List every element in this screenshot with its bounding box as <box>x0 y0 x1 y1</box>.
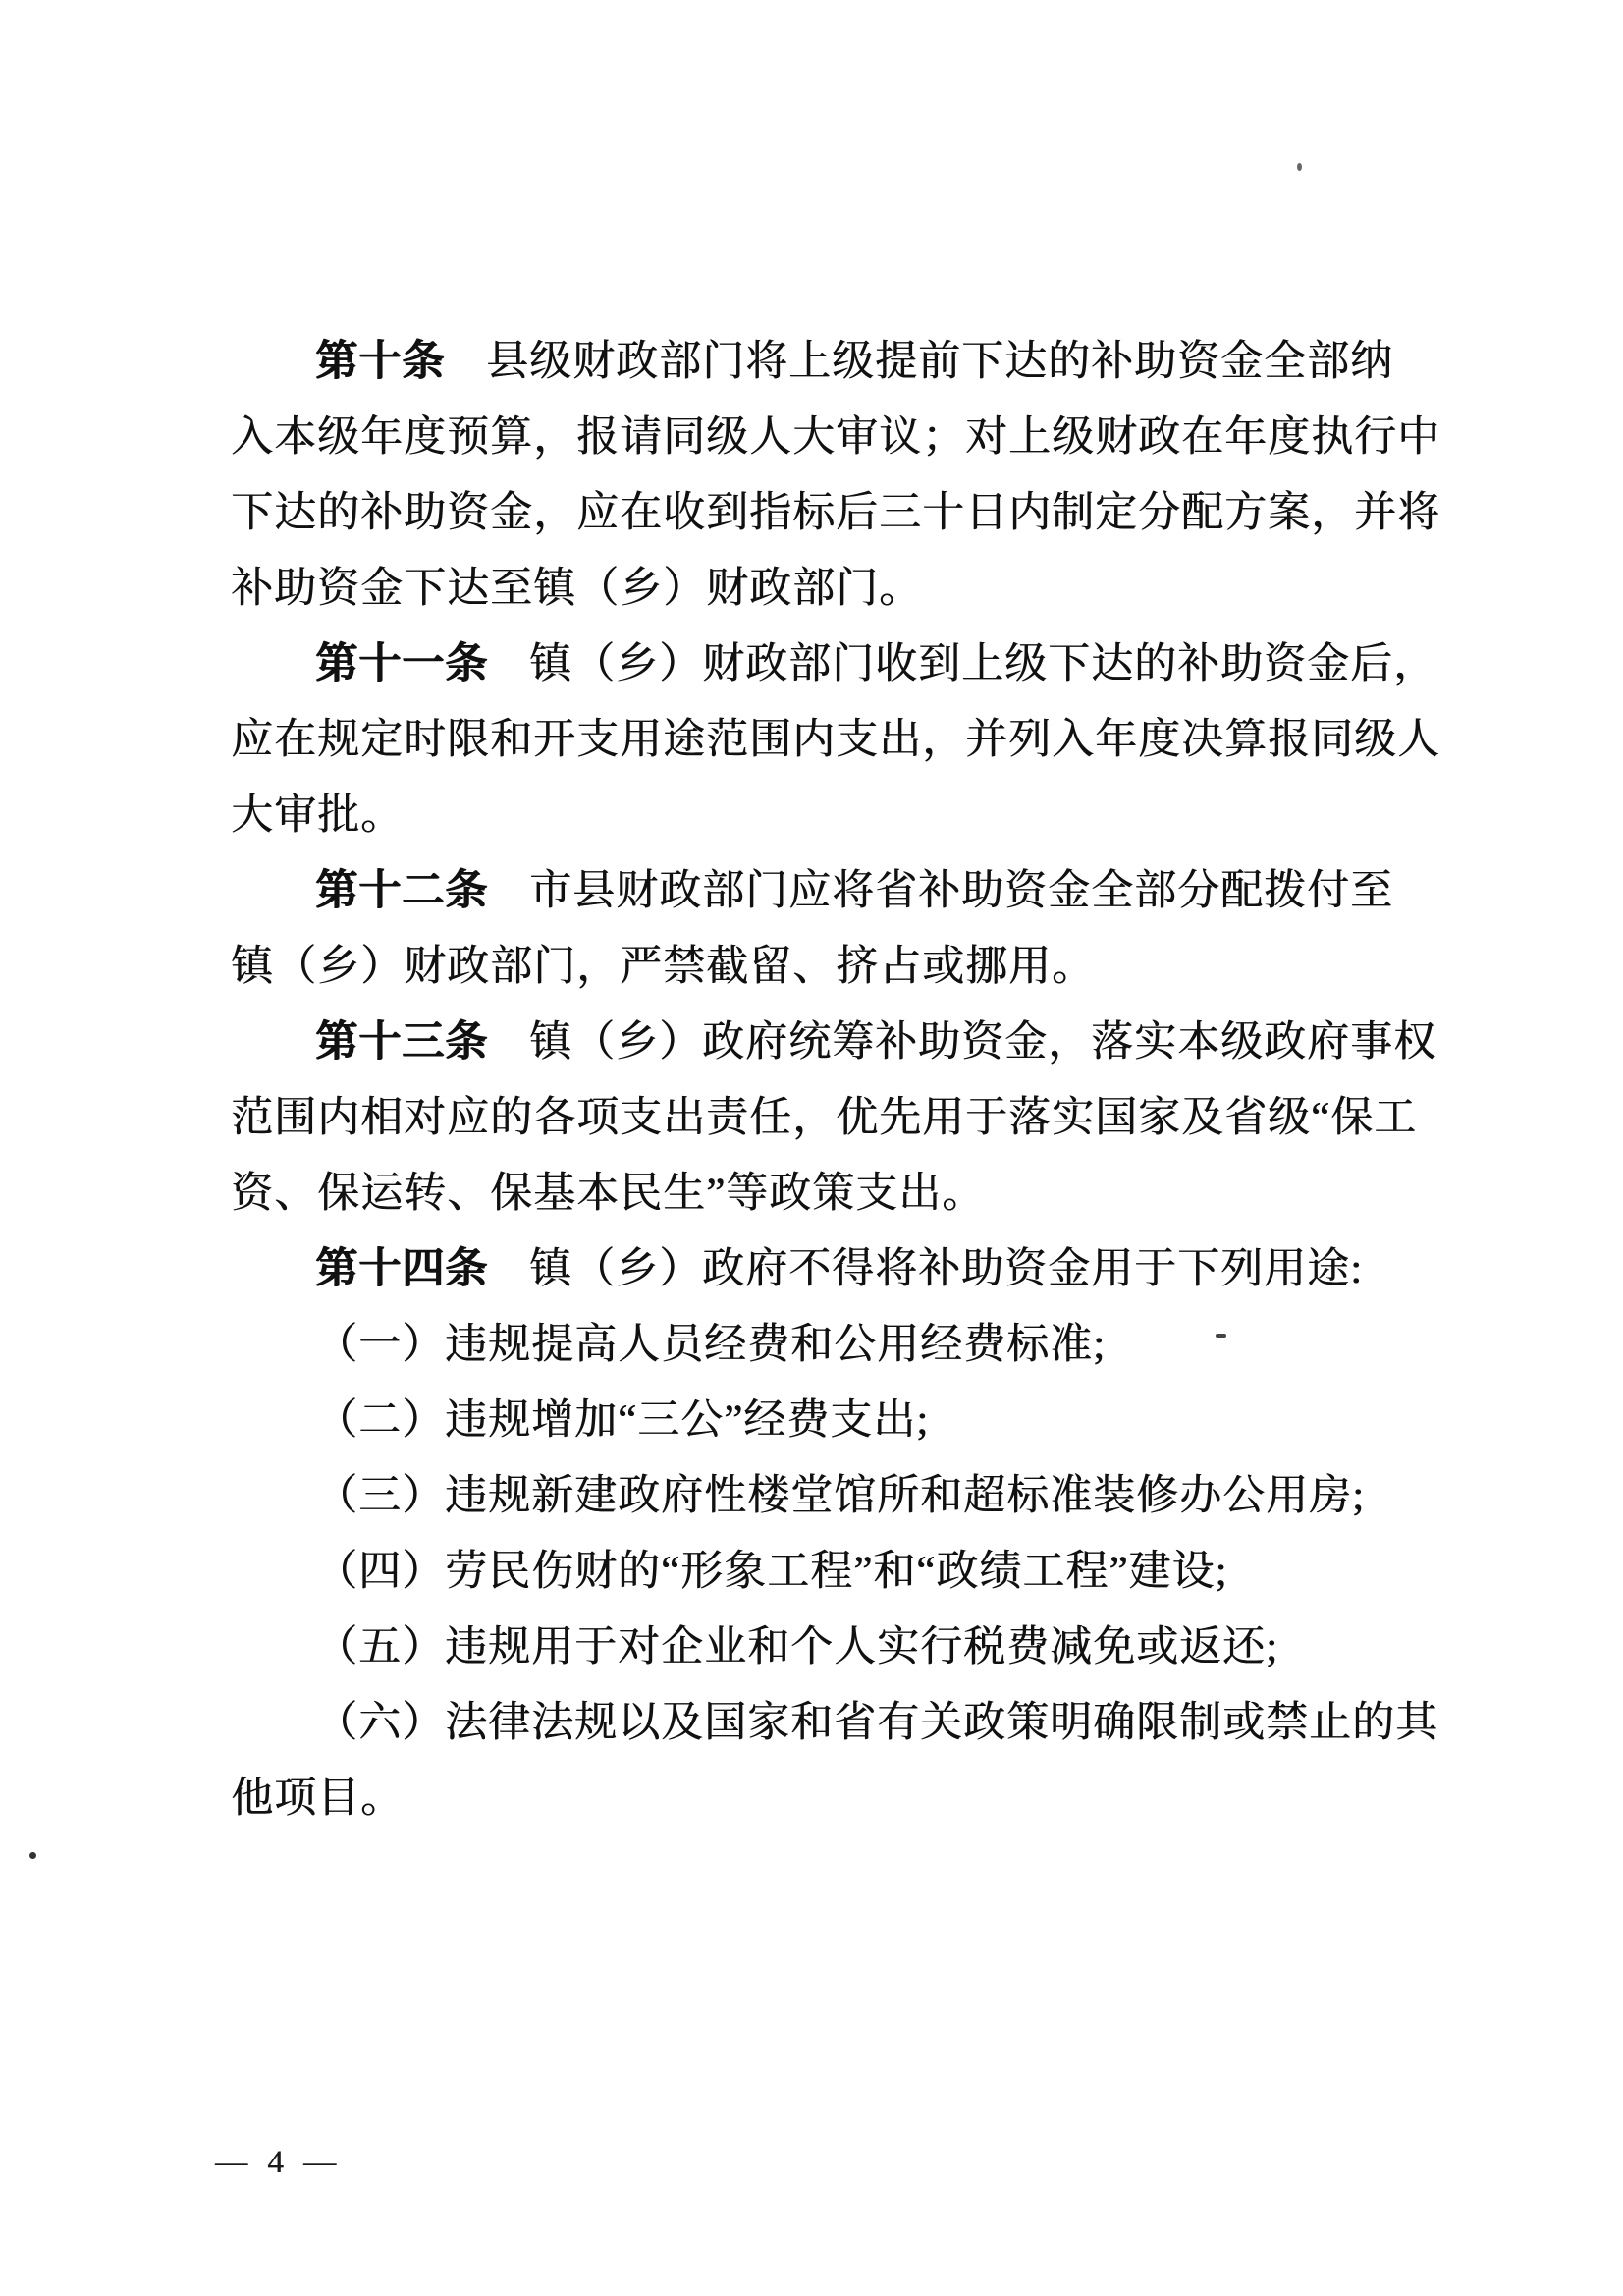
document-line-list-item <box>231 1685 1438 1761</box>
line-text: （六）法律法规以及国家和省有关政策明确限制或禁止的其 <box>315 1700 1438 1746</box>
article-number-label: 第十一条 <box>315 641 488 687</box>
line-text: 镇（乡）政府不得将补助资金用于下列用途: <box>529 1246 1363 1292</box>
document-line <box>231 1005 1436 1080</box>
line-text: （一）违规提高人员经费和公用经费标准; <box>315 1322 1106 1368</box>
line-text: （五）违规用于对企业和个人实行税费减免或返还; <box>315 1624 1278 1670</box>
line-text: 应在规定时限和开支用途范围内支出，并列入年度决算报同级人 <box>231 717 1440 763</box>
line-text: （四）劳民伤财的“形象工程”和“政绩工程”建设; <box>315 1549 1228 1595</box>
line-text: （二）违规增加“三公”经费支出; <box>315 1397 930 1444</box>
line-text: 大审批。 <box>231 793 404 839</box>
document-line <box>231 627 1436 702</box>
document-line <box>231 1231 1399 1307</box>
document-line <box>231 1156 1399 1231</box>
page-number: — 4 — <box>215 2145 342 2180</box>
document-line <box>231 1761 1399 1836</box>
document-body <box>231 324 1440 1836</box>
line-text: （三）违规新建政府性楼堂馆所和超标准装修办公用房; <box>315 1473 1365 1519</box>
document-line <box>231 1080 1418 1156</box>
line-text: 镇（乡）财政部门，严禁截留、挤占或挪用。 <box>231 944 1095 990</box>
document-line <box>231 324 1399 400</box>
article-number-label: 第十条 <box>315 339 445 385</box>
line-text: 镇（乡）财政部门收到上级下达的补助资金后， <box>529 641 1436 687</box>
scan-speck <box>1216 1334 1226 1338</box>
line-text: 他项目。 <box>231 1776 404 1822</box>
document-line <box>231 702 1440 778</box>
line-text: 补助资金下达至镇（乡）财政部门。 <box>231 566 922 612</box>
article-number-label: 第十三条 <box>315 1019 488 1066</box>
document-line <box>231 475 1440 551</box>
article-number-label: 第十二条 <box>315 868 488 914</box>
document-line <box>231 400 1440 475</box>
document-line <box>231 778 1399 853</box>
document-line <box>231 929 1399 1005</box>
document-line-list-item <box>231 1383 1399 1458</box>
document-line <box>231 853 1399 929</box>
document-line-list-item <box>231 1458 1399 1534</box>
scan-speck <box>1297 163 1302 171</box>
line-text: 资、保运转、保基本民生”等政策支出。 <box>231 1171 986 1217</box>
document-line-list-item <box>231 1610 1399 1685</box>
document-line-list-item <box>231 1307 1399 1383</box>
document-line <box>231 551 1399 627</box>
document-line-list-item <box>231 1534 1399 1610</box>
line-text: 范围内相对应的各项支出责任，优先用于落实国家及省级“保工 <box>231 1095 1418 1141</box>
article-number-label: 第十四条 <box>315 1246 488 1292</box>
scan-speck <box>29 1852 36 1859</box>
line-text: 镇（乡）政府统筹补助资金，落实本级政府事权 <box>529 1019 1436 1066</box>
line-text: 下达的补助资金，应在收到指标后三十日内制定分配方案，并将 <box>231 490 1440 536</box>
line-text: 市县财政部门应将省补助资金全部分配拨付至 <box>529 868 1393 914</box>
line-text: 县级财政部门将上级提前下达的补助资金全部纳 <box>486 339 1393 385</box>
line-text: 入本级年度预算，报请同级人大审议；对上级财政在年度执行中 <box>231 414 1440 461</box>
